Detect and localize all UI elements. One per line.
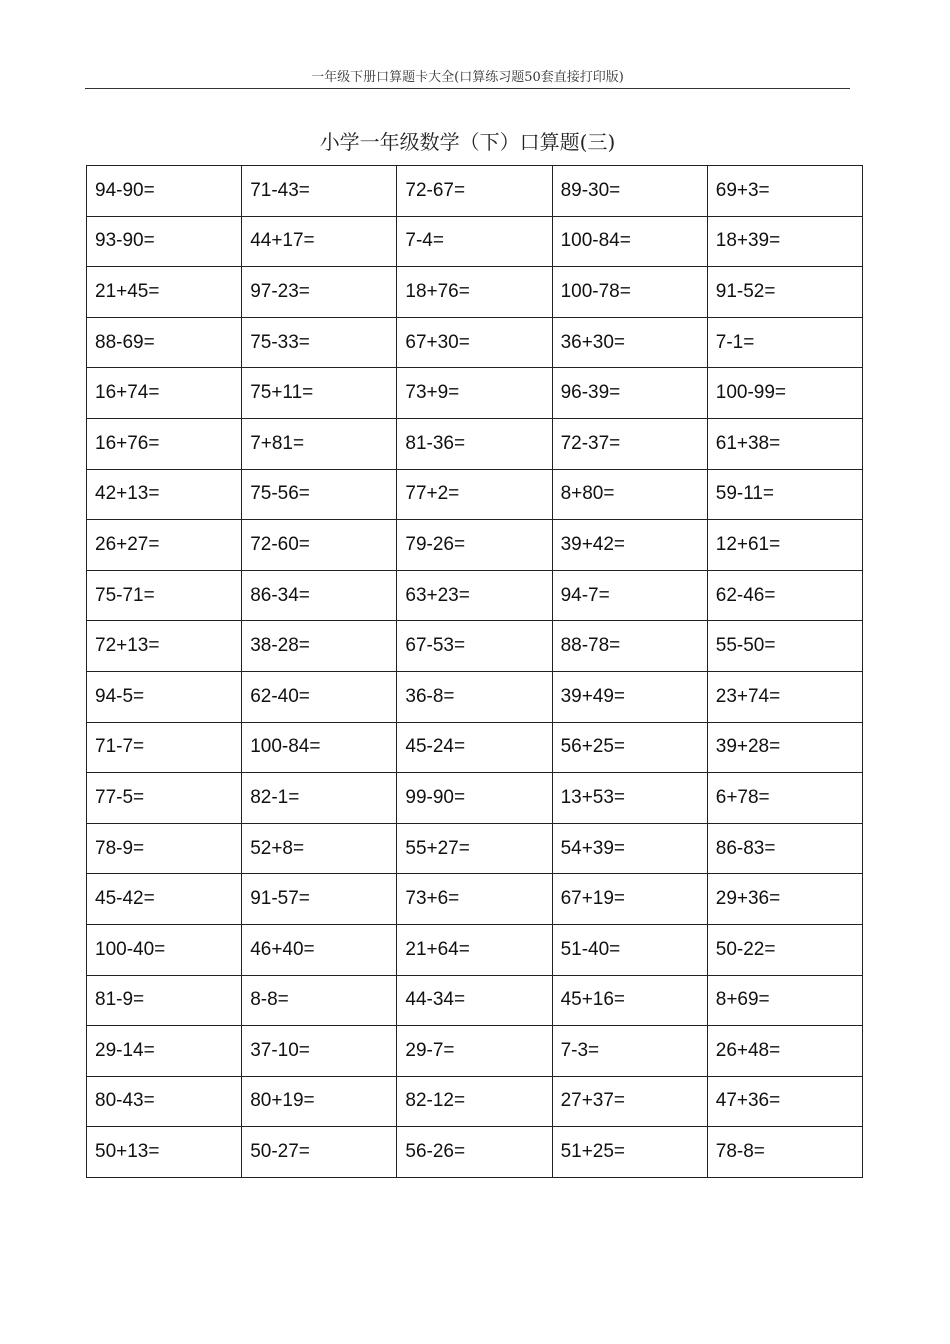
exercise-cell: 71-7= (87, 722, 242, 773)
exercise-cell: 52+8= (242, 823, 397, 874)
exercise-cell: 56-26= (397, 1127, 552, 1178)
table-row (87, 874, 863, 925)
exercise-cell: 77+2= (397, 469, 552, 520)
exercise-cell: 63+23= (397, 570, 552, 621)
exercise-cell: 44-34= (397, 975, 552, 1026)
exercise-cell: 50+13= (87, 1127, 242, 1178)
exercise-cell: 97-23= (242, 267, 397, 318)
exercise-cell: 61+38= (707, 418, 862, 469)
exercise-cell: 39+28= (707, 722, 862, 773)
page-title: 小学一年级数学（下）口算题(三) (319, 130, 616, 154)
exercise-table (86, 165, 863, 1178)
header-rule (85, 88, 850, 89)
exercise-cell: 75-33= (242, 317, 397, 368)
exercise-cell: 39+42= (552, 520, 707, 571)
exercise-cell: 100-40= (87, 924, 242, 975)
exercise-cell: 29-7= (397, 1026, 552, 1077)
exercise-cell: 13+53= (552, 773, 707, 824)
exercise-cell: 7-3= (552, 1026, 707, 1077)
exercise-cell: 82-12= (397, 1076, 552, 1127)
exercise-cell: 72-37= (552, 418, 707, 469)
table-row (87, 368, 863, 419)
exercise-cell: 78-9= (87, 823, 242, 874)
exercise-cell: 16+74= (87, 368, 242, 419)
exercise-cell: 42+13= (87, 469, 242, 520)
exercise-cell: 45+16= (552, 975, 707, 1026)
exercise-cell: 99-90= (397, 773, 552, 824)
exercise-cell: 75+11= (242, 368, 397, 419)
table-row (87, 166, 863, 217)
exercise-cell: 37-10= (242, 1026, 397, 1077)
exercise-cell: 44+17= (242, 216, 397, 267)
exercise-cell: 21+64= (397, 924, 552, 975)
exercise-cell: 27+37= (552, 1076, 707, 1127)
exercise-cell: 67+19= (552, 874, 707, 925)
exercise-cell: 100-78= (552, 267, 707, 318)
exercise-cell: 47+36= (707, 1076, 862, 1127)
exercise-cell: 56+25= (552, 722, 707, 773)
exercise-cell: 94-5= (87, 671, 242, 722)
exercise-cell: 50-27= (242, 1127, 397, 1178)
exercise-cell: 82-1= (242, 773, 397, 824)
exercise-cell: 54+39= (552, 823, 707, 874)
table-row (87, 469, 863, 520)
exercise-cell: 80-43= (87, 1076, 242, 1127)
exercise-cell: 81-36= (397, 418, 552, 469)
exercise-cell: 62-40= (242, 671, 397, 722)
exercise-table-body (87, 166, 863, 1178)
table-row (87, 317, 863, 368)
exercise-cell: 7-4= (397, 216, 552, 267)
exercise-cell: 91-57= (242, 874, 397, 925)
exercise-cell: 80+19= (242, 1076, 397, 1127)
table-row (87, 924, 863, 975)
exercise-cell: 81-9= (87, 975, 242, 1026)
exercise-cell: 51+25= (552, 1127, 707, 1178)
exercise-cell: 55+27= (397, 823, 552, 874)
exercise-cell: 89-30= (552, 166, 707, 217)
table-row (87, 267, 863, 318)
exercise-cell: 100-99= (707, 368, 862, 419)
table-row (87, 418, 863, 469)
exercise-cell: 21+45= (87, 267, 242, 318)
exercise-cell: 29-14= (87, 1026, 242, 1077)
table-row (87, 570, 863, 621)
exercise-cell: 26+48= (707, 1026, 862, 1077)
exercise-cell: 29+36= (707, 874, 862, 925)
exercise-cell: 100-84= (552, 216, 707, 267)
table-row (87, 823, 863, 874)
exercise-cell: 26+27= (87, 520, 242, 571)
exercise-cell: 62-46= (707, 570, 862, 621)
exercise-cell: 18+76= (397, 267, 552, 318)
table-row (87, 216, 863, 267)
exercise-cell: 8+80= (552, 469, 707, 520)
exercise-cell: 18+39= (707, 216, 862, 267)
exercise-cell: 36-8= (397, 671, 552, 722)
exercise-cell: 72-60= (242, 520, 397, 571)
table-row (87, 722, 863, 773)
exercise-cell: 100-84= (242, 722, 397, 773)
exercise-cell: 45-24= (397, 722, 552, 773)
exercise-cell: 8+69= (707, 975, 862, 1026)
table-row (87, 671, 863, 722)
exercise-cell: 93-90= (87, 216, 242, 267)
exercise-cell: 51-40= (552, 924, 707, 975)
table-row (87, 975, 863, 1026)
exercise-cell: 6+78= (707, 773, 862, 824)
exercise-cell: 39+49= (552, 671, 707, 722)
exercise-cell: 8-8= (242, 975, 397, 1026)
exercise-cell: 7+81= (242, 418, 397, 469)
exercise-cell: 72-67= (397, 166, 552, 217)
exercise-cell: 46+40= (242, 924, 397, 975)
exercise-cell: 71-43= (242, 166, 397, 217)
exercise-cell: 94-7= (552, 570, 707, 621)
table-row (87, 773, 863, 824)
exercise-cell: 7-1= (707, 317, 862, 368)
exercise-cell: 94-90= (87, 166, 242, 217)
exercise-cell: 16+76= (87, 418, 242, 469)
running-header: 一年级下册口算题卡大全(口算练习题50套直接打印版) (311, 70, 624, 85)
exercise-cell: 86-83= (707, 823, 862, 874)
exercise-cell: 12+61= (707, 520, 862, 571)
exercise-cell: 91-52= (707, 267, 862, 318)
exercise-cell: 88-78= (552, 621, 707, 672)
exercise-cell: 45-42= (87, 874, 242, 925)
exercise-cell: 59-11= (707, 469, 862, 520)
exercise-cell: 86-34= (242, 570, 397, 621)
exercise-cell: 73+9= (397, 368, 552, 419)
exercise-cell: 79-26= (397, 520, 552, 571)
exercise-cell: 38-28= (242, 621, 397, 672)
exercise-cell: 72+13= (87, 621, 242, 672)
exercise-cell: 77-5= (87, 773, 242, 824)
exercise-cell: 55-50= (707, 621, 862, 672)
exercise-cell: 73+6= (397, 874, 552, 925)
exercise-cell: 67-53= (397, 621, 552, 672)
exercise-cell: 78-8= (707, 1127, 862, 1178)
exercise-cell: 69+3= (707, 166, 862, 217)
table-row (87, 1026, 863, 1077)
exercise-cell: 23+74= (707, 671, 862, 722)
exercise-cell: 36+30= (552, 317, 707, 368)
table-row (87, 1076, 863, 1127)
exercise-cell: 50-22= (707, 924, 862, 975)
table-row (87, 520, 863, 571)
exercise-cell: 67+30= (397, 317, 552, 368)
exercise-cell: 75-56= (242, 469, 397, 520)
exercise-cell: 88-69= (87, 317, 242, 368)
exercise-cell: 96-39= (552, 368, 707, 419)
table-row (87, 1127, 863, 1178)
exercise-cell: 75-71= (87, 570, 242, 621)
table-row (87, 621, 863, 672)
